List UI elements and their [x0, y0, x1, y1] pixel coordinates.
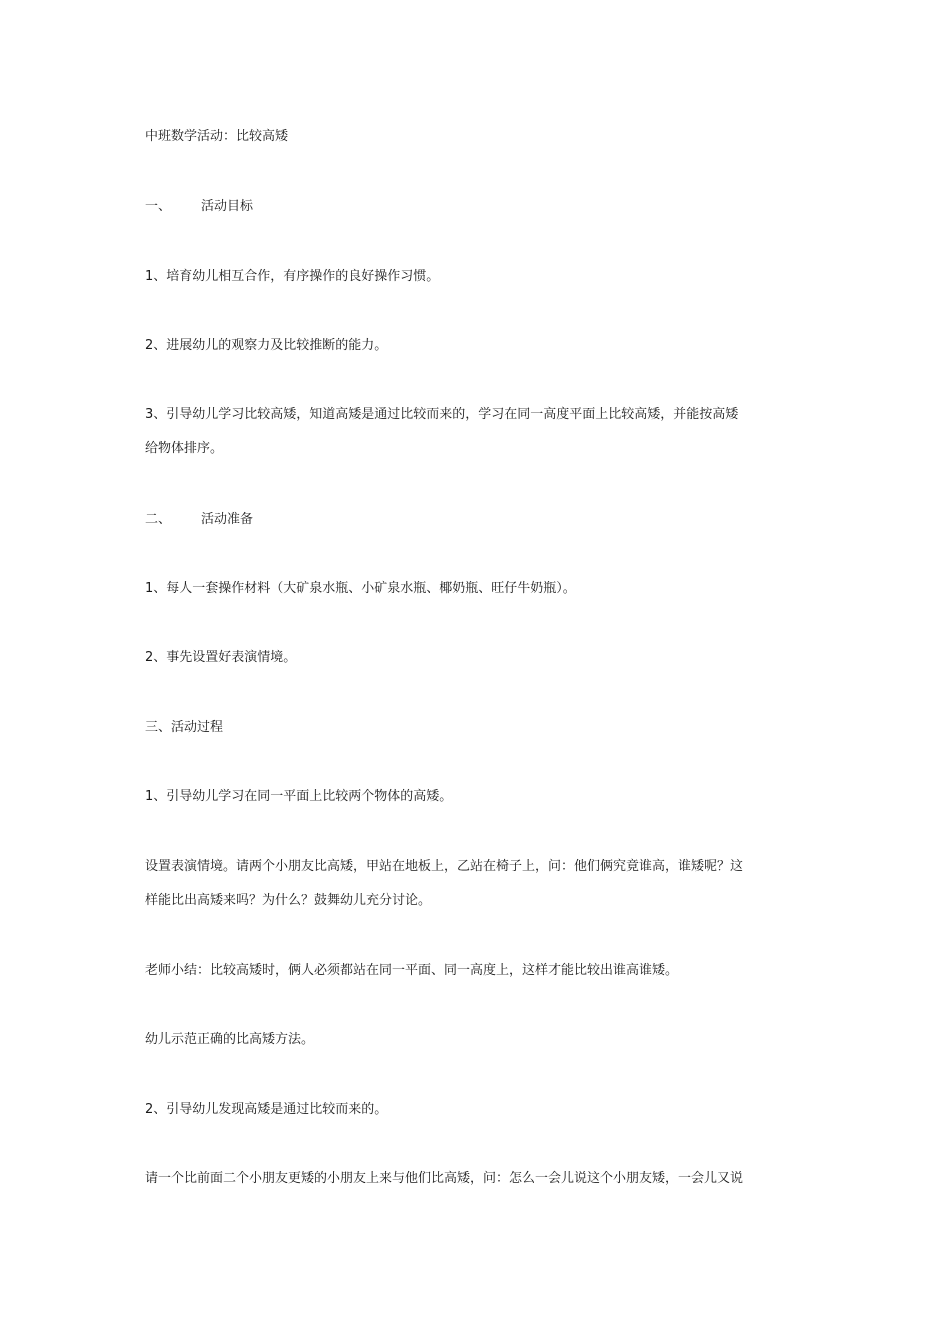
paragraph: 老师小结：比较高矮时，俩人必须都站在同一平面、同一高度上，这样才能比较出谁高谁矮。 — [145, 963, 679, 978]
paragraph: 2、引导幼儿发现高矮是通过比较而来的。 — [145, 1102, 388, 1117]
paragraph: 样能比出高矮来吗？为什么？鼓舞幼儿充分讨论。 — [145, 893, 432, 908]
section-label: 活动准备 — [201, 512, 254, 527]
paragraph: 设置表演情境。请两个小朋友比高矮，甲站在地板上，乙站在椅子上，问：他们俩究竟谁高，谁矮呢？这 — [145, 859, 744, 874]
section-heading-process: 三、活动过程 — [145, 720, 224, 735]
paragraph: 1、引导幼儿学习在同一平面上比较两个物体的高矮。 — [145, 789, 453, 804]
paragraph: 幼儿示范正确的比高矮方法。 — [145, 1032, 315, 1047]
section-number: 二、 — [145, 512, 172, 527]
document-title: 中班数学活动：比较高矮 — [145, 129, 289, 144]
paragraph: 1、培育幼儿相互合作，有序操作的良好操作习惯。 — [145, 269, 440, 284]
paragraph: 2、事先设置好表演情境。 — [145, 650, 297, 665]
paragraph: 3、引导幼儿学习比较高矮，知道高矮是通过比较而来的，学习在同一高度平面上比较高矮，并能按高矮 — [145, 407, 739, 422]
paragraph: 2、进展幼儿的观察力及比较推断的能力。 — [145, 338, 388, 353]
paragraph: 给物体排序。 — [145, 441, 224, 456]
section-heading-goals — [145, 198, 253, 216]
section-heading-preparation — [145, 511, 253, 529]
section-label: 活动目标 — [201, 199, 254, 214]
section-number: 一、 — [145, 199, 172, 214]
paragraph: 请一个比前面二个小朋友更矮的小朋友上来与他们比高矮，问：怎么一会儿说这个小朋友矮，一会儿又说 — [145, 1171, 744, 1186]
paragraph: 1、每人一套操作材料（大矿泉水瓶、小矿泉水瓶、椰奶瓶、旺仔牛奶瓶）。 — [145, 581, 576, 596]
